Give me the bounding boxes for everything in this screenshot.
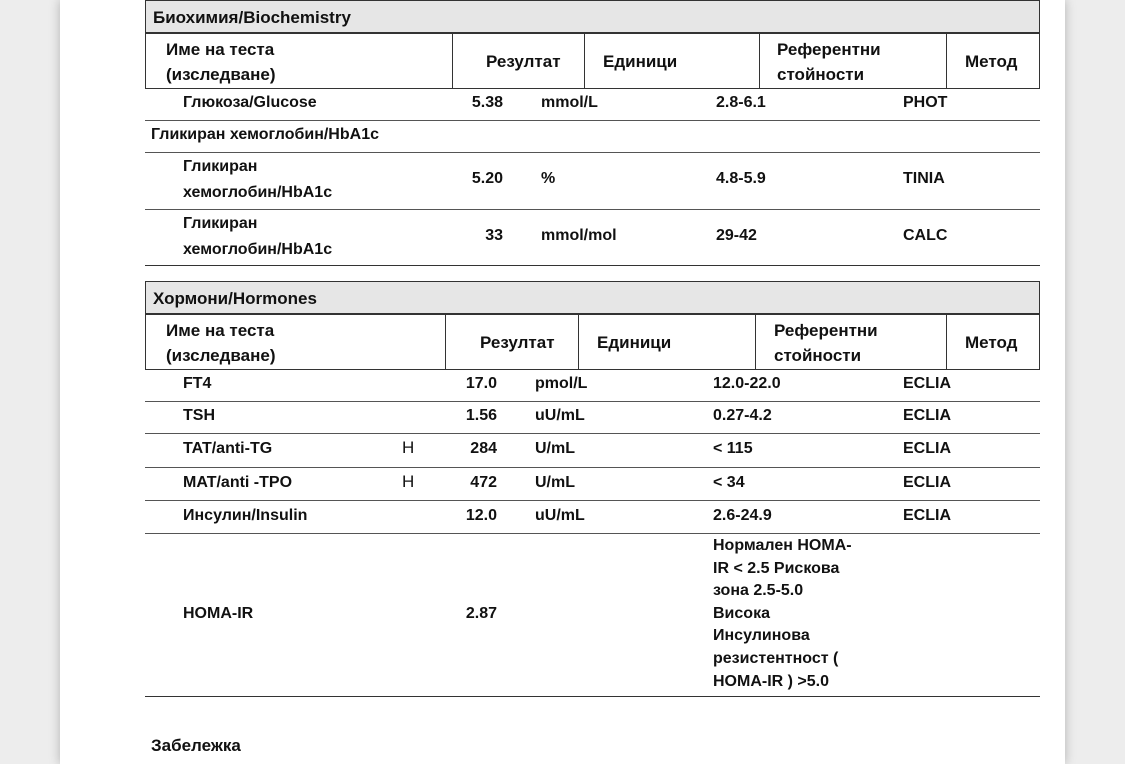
test-name: Гликиран хемоглобин/HbA1c [183,215,333,258]
test-method: ECLIA [903,375,951,392]
test-reference: 12.0-22.0 [713,375,781,392]
high-flag: H [402,472,415,491]
col-header-result: Резултат [480,333,555,352]
test-name: HOMA-IR [183,605,254,622]
section-title: Хормони/Hormones [153,289,317,308]
test-method: CALC [903,227,948,244]
row-divider [145,152,1040,153]
test-method: PHOT [903,94,948,111]
col-header-test: Име на теста (изследване) [166,321,276,365]
test-result: 33 [485,227,503,244]
test-method: ECLIA [903,440,951,457]
test-name: MAT/anti -TPO [183,474,293,491]
row-divider [145,500,1040,501]
row-divider [145,401,1040,402]
note-label: Забележка [151,736,241,755]
report-page [60,0,1065,764]
group-label-hba1c: Гликиран хемоглобин/HbA1c [151,126,379,143]
col-header-method: Метод [965,52,1018,71]
test-result: 472 [470,474,497,491]
test-units: mmol/mol [541,227,617,244]
col-header-reference: Референтни стойности [774,321,878,365]
test-reference: < 34 [713,474,745,491]
col-header-units: Единици [603,52,678,71]
test-name: TSH [183,407,215,424]
table-header-biochemistry [145,33,1040,89]
high-flag: H [402,438,415,457]
test-reference: 29-42 [716,227,757,244]
test-method: ECLIA [903,407,951,424]
row-divider [145,533,1040,534]
test-reference: 0.27-4.2 [713,407,772,424]
col-header-result: Резултат [486,52,561,71]
test-name: FT4 [183,375,212,392]
test-name: Гликиран хемоглобин/HbA1c [183,158,333,201]
test-reference: 4.8-5.9 [716,170,766,187]
row-divider [145,265,1040,266]
test-method: ECLIA [903,507,951,524]
section-header-hormones [145,281,1040,314]
col-header-test: Име на теста (изследване) [166,40,276,84]
test-method: TINIA [903,170,945,187]
test-units: U/mL [535,474,575,491]
test-result: 2.87 [465,605,497,622]
homa-reference-text: Нормален HOMA- IR < 2.5 Рискова зона 2.5-5.0 Висока Инсулинова резистентност ( HOMA-IR ) >5.0 [713,537,852,690]
test-result: 284 [470,440,497,457]
col-header-units: Единици [597,333,672,352]
test-reference: 2.8-6.1 [716,94,766,111]
test-units: pmol/L [535,375,588,392]
row-divider [145,467,1040,468]
table-header-hormones [145,314,1040,370]
test-units: mmol/L [541,94,598,111]
test-units: uU/mL [535,507,585,524]
test-result: 12.0 [465,507,497,524]
test-units: U/mL [535,440,575,457]
test-name: Инсулин/Insulin [183,507,308,524]
row-divider [145,209,1040,210]
test-units: uU/mL [535,407,585,424]
col-header-reference: Референтни стойности [777,40,881,84]
test-name: Глюкоза/Glucose [183,94,317,111]
test-reference: 2.6-24.9 [713,507,772,524]
test-units: % [541,170,556,187]
test-result: 5.20 [471,170,503,187]
row-divider [145,696,1040,697]
test-method: ECLIA [903,474,951,491]
row-divider [145,120,1040,121]
section-header-biochemistry [145,0,1040,33]
test-result: 1.56 [465,407,497,424]
test-result: 5.38 [471,94,503,111]
test-result: 17.0 [465,375,497,392]
test-reference: < 115 [713,440,753,457]
section-title: Биохимия/Biochemistry [153,8,351,27]
col-header-method: Метод [965,333,1018,352]
row-divider [145,433,1040,434]
test-name: TAT/anti-TG [183,440,273,457]
